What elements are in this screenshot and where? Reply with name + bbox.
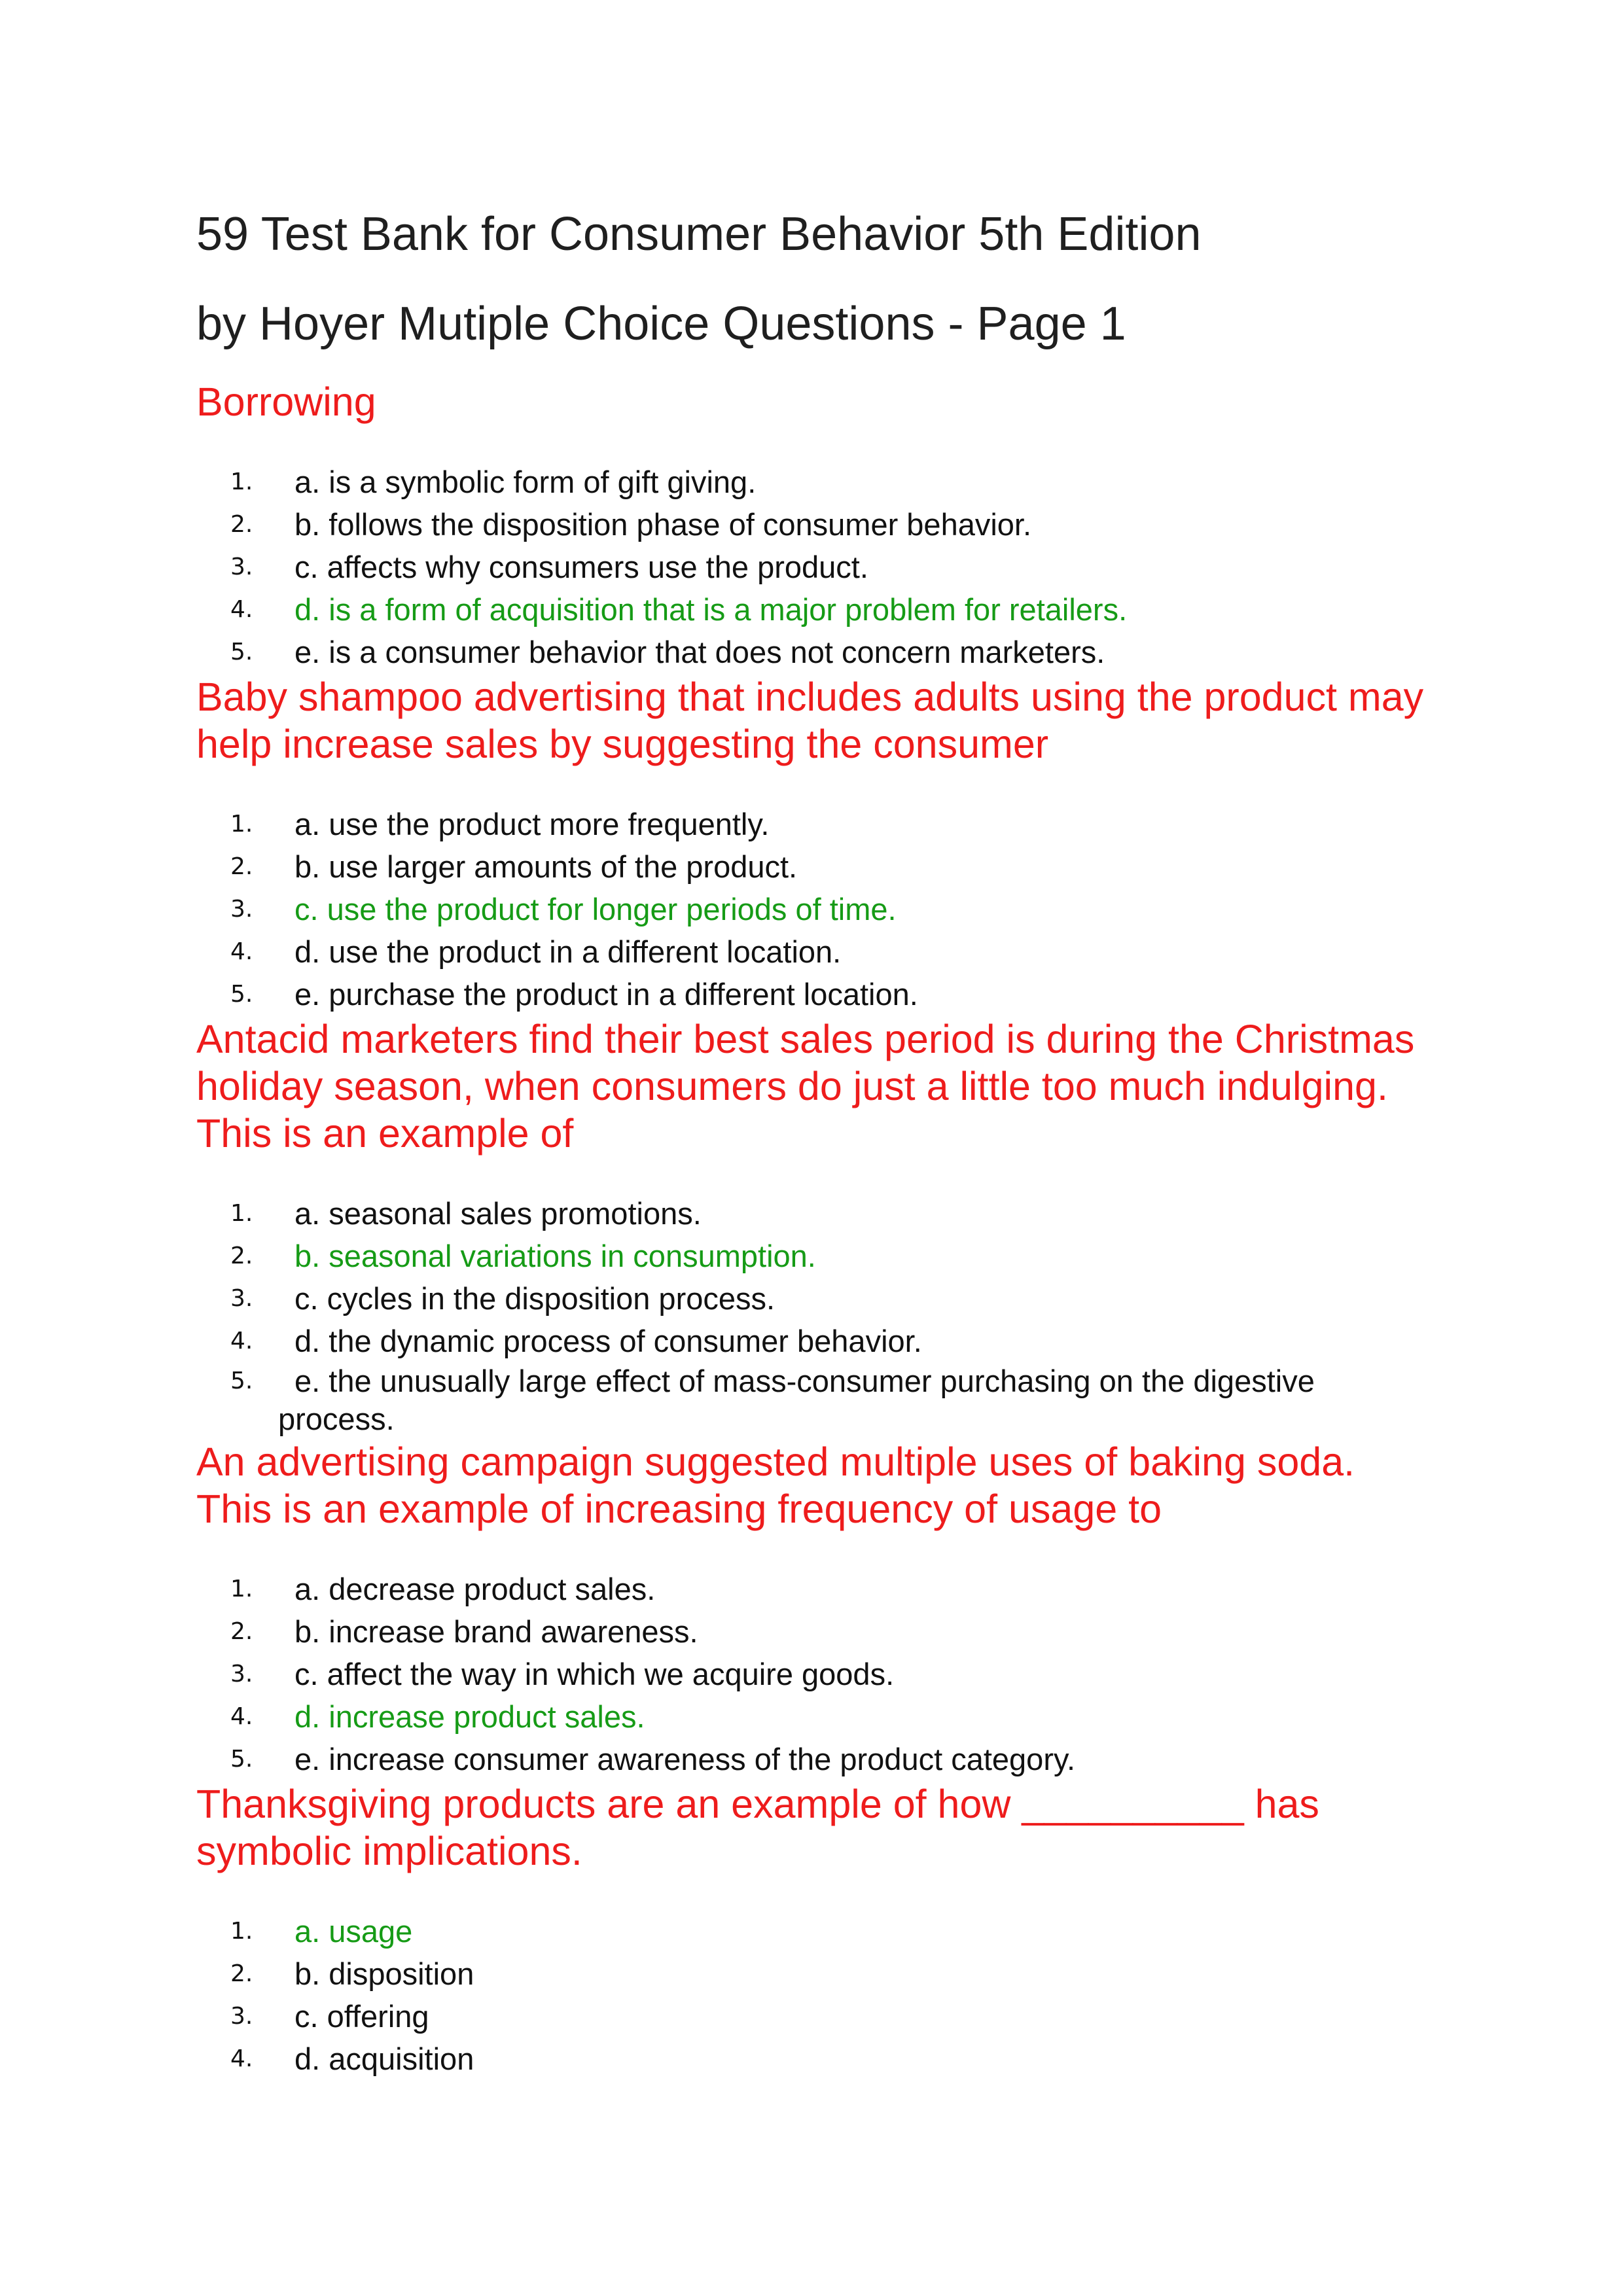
option-text: d. use the product in a different location. — [294, 934, 842, 969]
option-text: d. the dynamic process of consumer behavior. — [294, 1324, 922, 1358]
answer-option — [196, 2038, 1440, 2080]
answer-option-correct — [196, 588, 1440, 631]
question-text: An advertising campaign suggested multiple uses of baking soda. This is an example of increasing frequency of usage to — [196, 1439, 1355, 1531]
option-number: 4. — [230, 1703, 253, 1730]
option-text: d. acquisition — [294, 2041, 474, 2076]
question-block — [196, 1780, 1440, 2080]
option-number: 5. — [230, 1368, 253, 1394]
option-number: 5. — [230, 1746, 253, 1773]
answer-option-correct — [196, 1910, 1440, 1952]
answer-options — [196, 461, 1440, 673]
answer-option-correct — [196, 1235, 1440, 1277]
question-text: Antacid marketers find their best sales period is during the Christmas holiday season, when consumers do just a little too much indulging. This is an example of — [196, 1017, 1415, 1156]
option-number: 2. — [230, 511, 253, 538]
option-text: d. increase product sales. — [294, 1699, 645, 1734]
option-number: 2. — [230, 1243, 253, 1269]
answer-option — [196, 1320, 1440, 1362]
answer-option — [196, 1610, 1440, 1653]
option-number: 3. — [230, 554, 253, 580]
answer-option — [196, 1277, 1440, 1320]
answer-option — [196, 973, 1440, 1016]
option-number: 3. — [230, 1661, 253, 1687]
option-text: c. affects why consumers use the product. — [294, 550, 868, 584]
option-number: 4. — [230, 938, 253, 965]
option-text: a. use the product more frequently. — [294, 807, 770, 841]
option-text: c. offering — [294, 1999, 429, 2034]
option-text: c. cycles in the disposition process. — [294, 1281, 776, 1316]
option-text: e. purchase the product in a different location. — [294, 977, 918, 1012]
option-number: 2. — [230, 1960, 253, 1987]
option-text: b. follows the disposition phase of consumer behavior. — [294, 507, 1032, 542]
option-text: c. use the product for longer periods of time. — [294, 892, 897, 927]
answer-option-correct — [196, 1695, 1440, 1738]
answer-options — [196, 1568, 1440, 1780]
option-text-continuation: process. — [278, 1402, 395, 1436]
option-text: c. affect the way in which we acquire goods. — [294, 1657, 895, 1691]
option-number: 4. — [230, 596, 253, 623]
answer-option — [196, 1995, 1440, 2038]
option-number: 1. — [230, 1576, 253, 1602]
option-text: e. increase consumer awareness of the product category. — [294, 1742, 1076, 1776]
answer-option-correct — [196, 888, 1440, 930]
question-block — [196, 1016, 1440, 1438]
answer-option — [196, 1362, 1440, 1438]
option-text: d. is a form of acquisition that is a major problem for retailers. — [294, 592, 1128, 627]
document-title-line-2: by Hoyer Mutiple Choice Questions - Page 1 — [196, 298, 1126, 350]
answer-option — [196, 1653, 1440, 1695]
option-text: a. usage — [294, 1914, 413, 1949]
option-number: 1. — [230, 468, 253, 495]
answer-options — [196, 1192, 1440, 1438]
answer-option — [196, 631, 1440, 673]
question-text: Thanksgiving products are an example of how __________ has symbolic implications. — [196, 1782, 1319, 1873]
option-number: 5. — [230, 981, 253, 1008]
option-number: 3. — [230, 896, 253, 923]
option-text: b. seasonal variations in consumption. — [294, 1239, 816, 1273]
option-text: b. disposition — [294, 1956, 474, 1991]
question-block — [196, 1438, 1440, 1780]
option-text: a. seasonal sales promotions. — [294, 1196, 702, 1231]
answer-option — [196, 1192, 1440, 1235]
answer-option — [196, 546, 1440, 588]
option-text: e. is a consumer behavior that does not concern marketers. — [294, 635, 1105, 669]
option-number: 5. — [230, 639, 253, 665]
option-number: 1. — [230, 1200, 253, 1227]
answer-options — [196, 1910, 1440, 2080]
option-text: a. is a symbolic form of gift giving. — [294, 465, 757, 499]
answer-option — [196, 803, 1440, 845]
answer-option — [196, 845, 1440, 888]
document-page — [196, 190, 1440, 2080]
question-text: Baby shampoo advertising that includes adults using the product may help increase sales by suggesting the consumer — [196, 675, 1424, 766]
option-number: 1. — [230, 811, 253, 838]
option-number: 2. — [230, 853, 253, 880]
answer-option — [196, 930, 1440, 973]
option-number: 3. — [230, 1285, 253, 1312]
answer-options — [196, 803, 1440, 1016]
answer-option — [196, 461, 1440, 503]
option-number: 4. — [230, 2045, 253, 2072]
question-block — [196, 673, 1440, 1016]
option-text: b. use larger amounts of the product. — [294, 849, 798, 884]
option-text: b. increase brand awareness. — [294, 1614, 698, 1649]
answer-option — [196, 1568, 1440, 1610]
option-number: 3. — [230, 2003, 253, 2030]
answer-option — [196, 1738, 1440, 1780]
option-text: a. decrease product sales. — [294, 1572, 656, 1606]
question-text: Borrowing — [196, 380, 376, 424]
option-number: 1. — [230, 1918, 253, 1945]
option-number: 2. — [230, 1618, 253, 1645]
answer-option — [196, 1952, 1440, 1995]
answer-option — [196, 503, 1440, 546]
option-text: e. the unusually large effect of mass-consumer purchasing on the digestive — [294, 1364, 1315, 1398]
option-number: 4. — [230, 1328, 253, 1354]
question-block — [196, 378, 1440, 673]
document-title-line-1: 59 Test Bank for Consumer Behavior 5th Edition — [196, 208, 1202, 260]
